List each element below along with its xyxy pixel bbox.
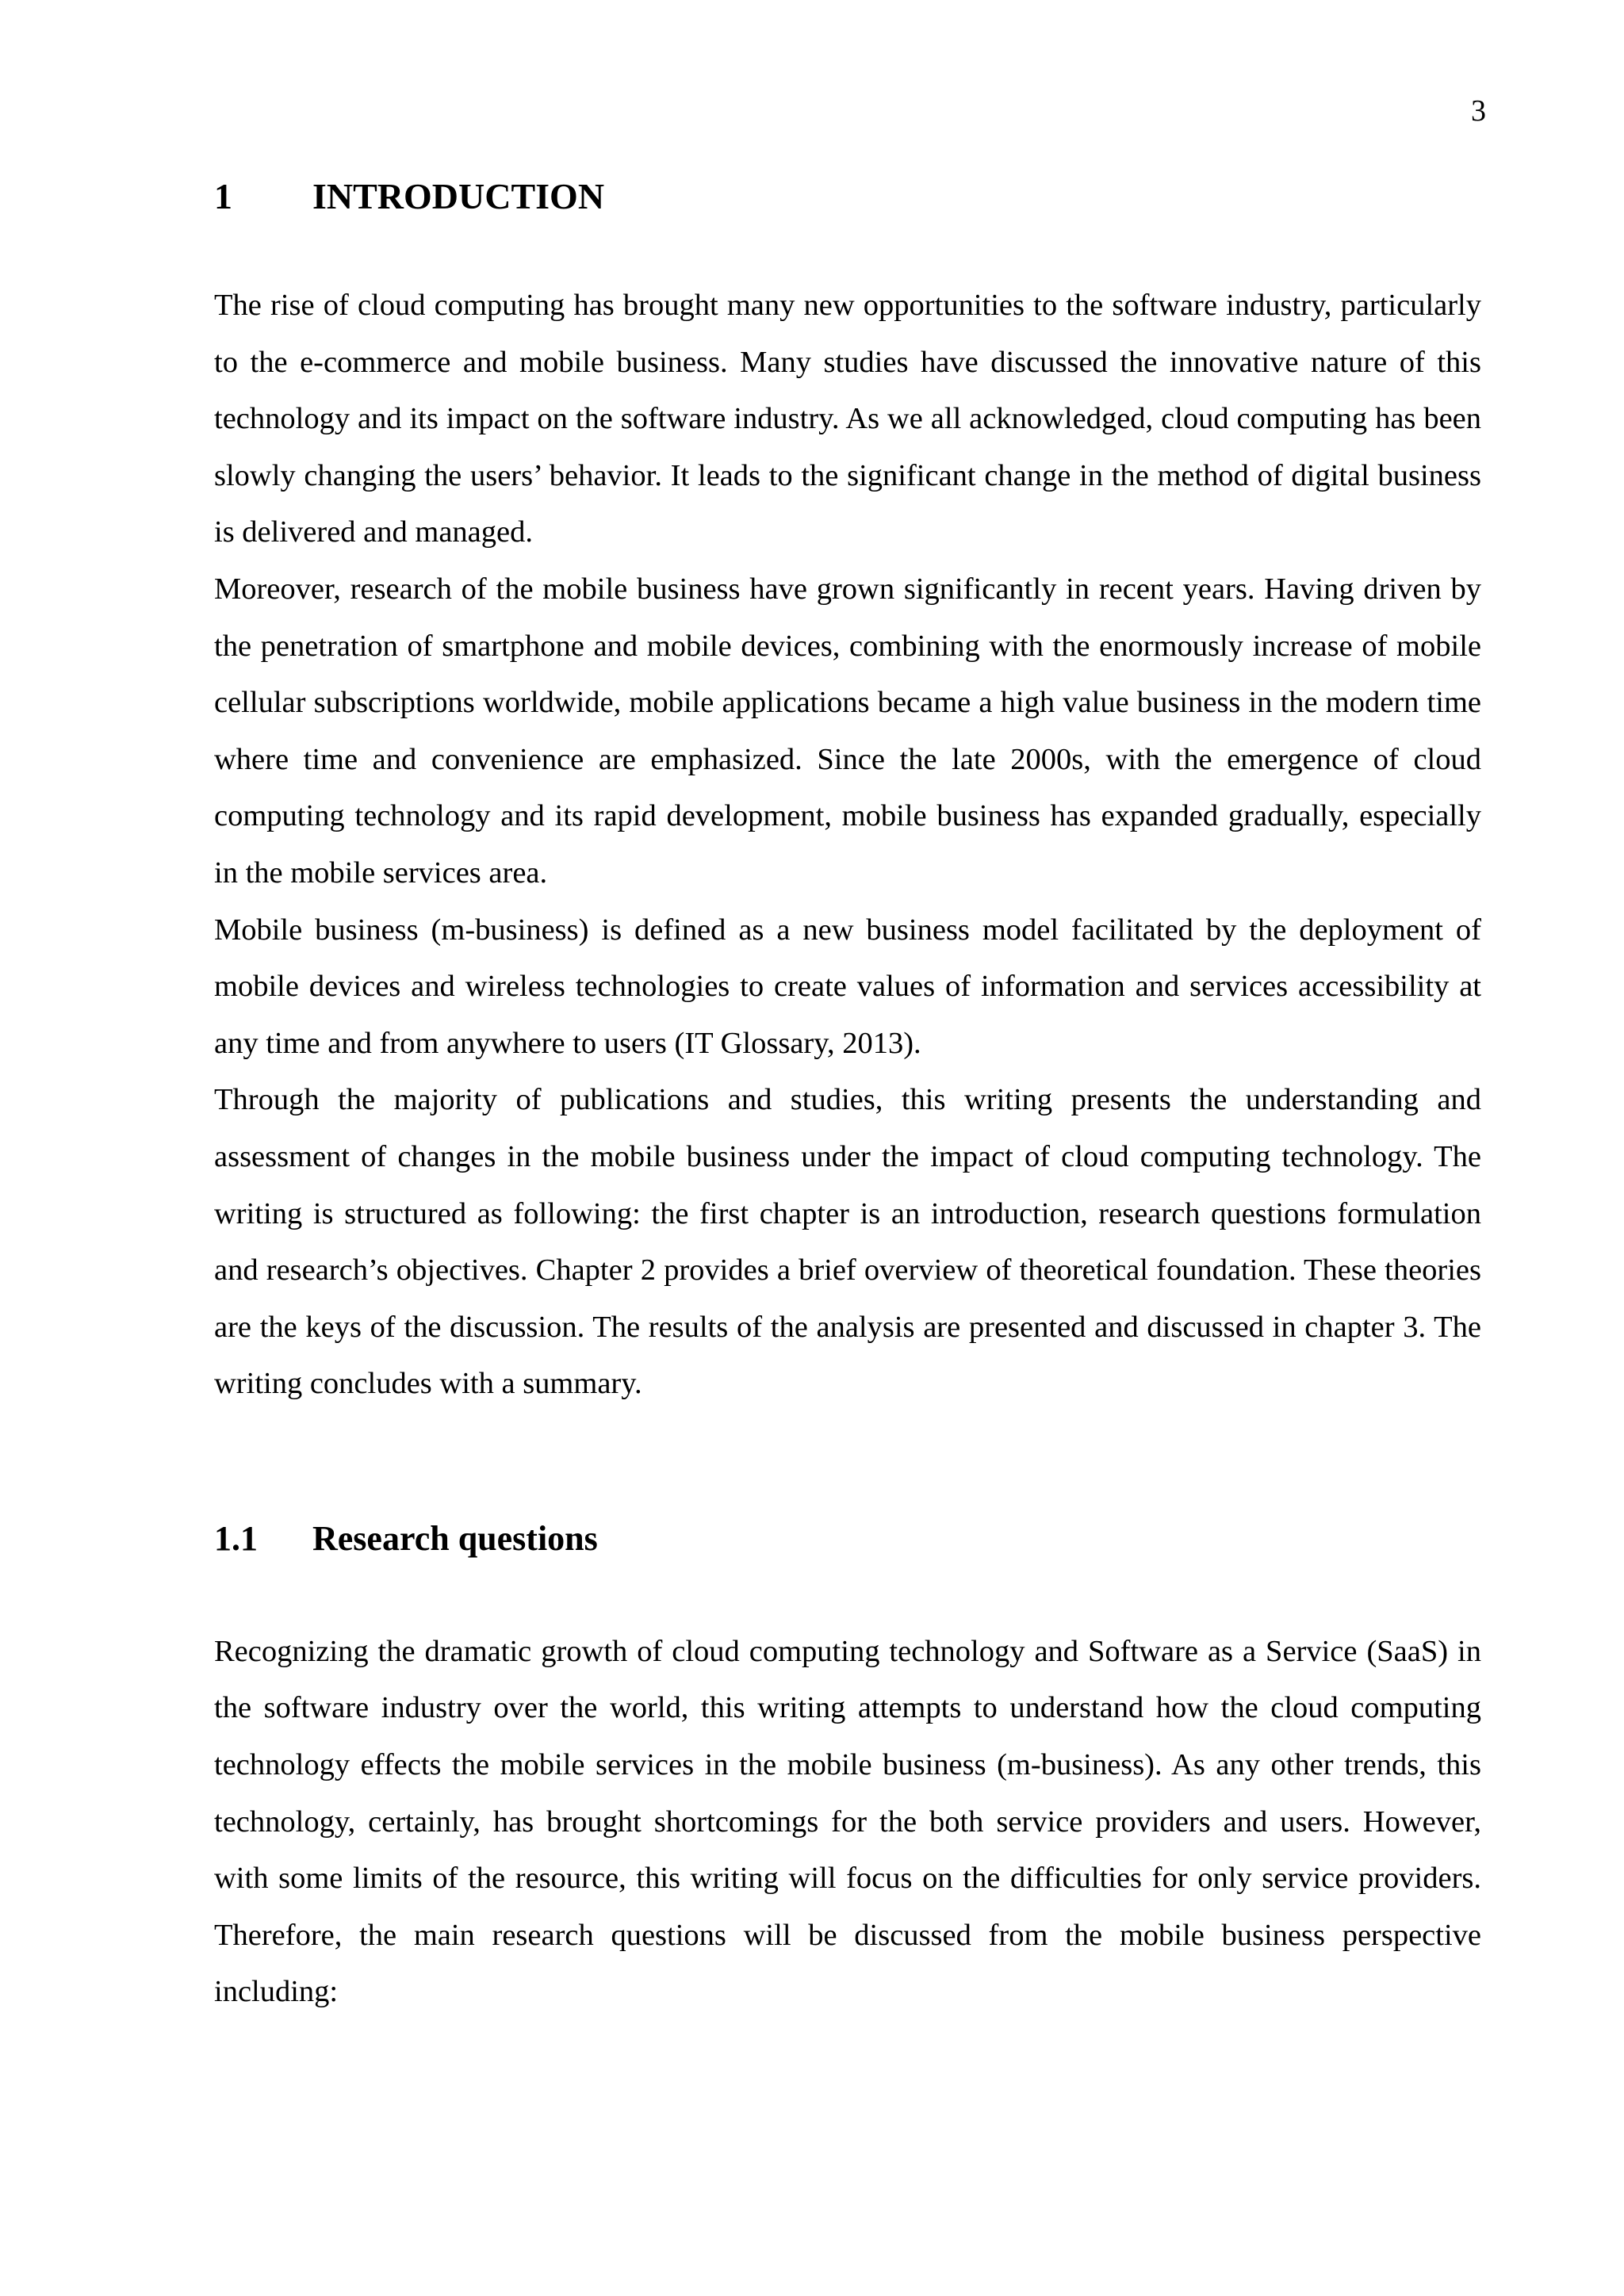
section-heading	[214, 1517, 1481, 1560]
chapter-title: INTRODUCTION	[312, 176, 605, 216]
intro-paragraph-1: The rise of cloud computing has brought many new opportunities to the software industry, particularly to the e-commerce and mobile business. Many studies have discussed the innovative nature of this technology and its impact on the software industry. As we all acknowledged, cloud computing has been slowly changing the users’ behavior. It leads to the significant change in the method of digital business is delivered and managed.	[214, 289, 1481, 549]
chapter-number: 1	[214, 176, 232, 216]
intro-paragraph-3: Mobile business (m-business) is defined as a new business model facilitated by the deployment of mobile devices and wireless technologies to create values of information and services accessibility at any time and from anywhere to users (IT Glossary, 2013).	[214, 913, 1481, 1060]
research-questions-paragraph: Recognizing the dramatic growth of cloud computing technology and Software as a Service (SaaS) in the software industry over the world, this writing attempts to understand how the cloud computing technology effects the mobile services in the mobile business (m-business). As any other trends, this technology, certainly, has brought shortcomings for the both service providers and users. However, with some limits of the resource, this writing will focus on the difficulties for only service providers. Therefore, the main research questions will be discussed from the mobile business perspective including:	[214, 1634, 1481, 2009]
page-number: 3	[1471, 94, 1486, 128]
intro-paragraph-2: Moreover, research of the mobile business have grown significantly in recent years. Having driven by the penetration of smartphone and mobile devices, combining with the enormously increase of mobile cellular subscriptions worldwide, mobile applications became a high value business in the modern time where time and convenience are emphasized. Since the late 2000s, with the emergence of cloud computing technology and its rapid development, mobile business has expanded gradually, especially in the mobile services area.	[214, 572, 1481, 890]
section-spacer	[214, 1413, 1481, 1517]
page-content	[214, 174, 1481, 2021]
section-title: Research questions	[312, 1518, 598, 1558]
section-number: 1.1	[214, 1518, 258, 1558]
intro-paragraph-4: Through the majority of publications and studies, this writing presents the understanding and assessment of changes in the mobile business under the impact of cloud computing technology. The writing is structured as following: the first chapter is an introduction, research questions formulation and research’s objectives. Chapter 2 provides a brief overview of theoretical foundation. These theories are the keys of the discussion. The results of the analysis are presented and discussed in chapter 3. The writing concludes with a summary.	[214, 1083, 1481, 1401]
chapter-heading	[214, 174, 1481, 219]
